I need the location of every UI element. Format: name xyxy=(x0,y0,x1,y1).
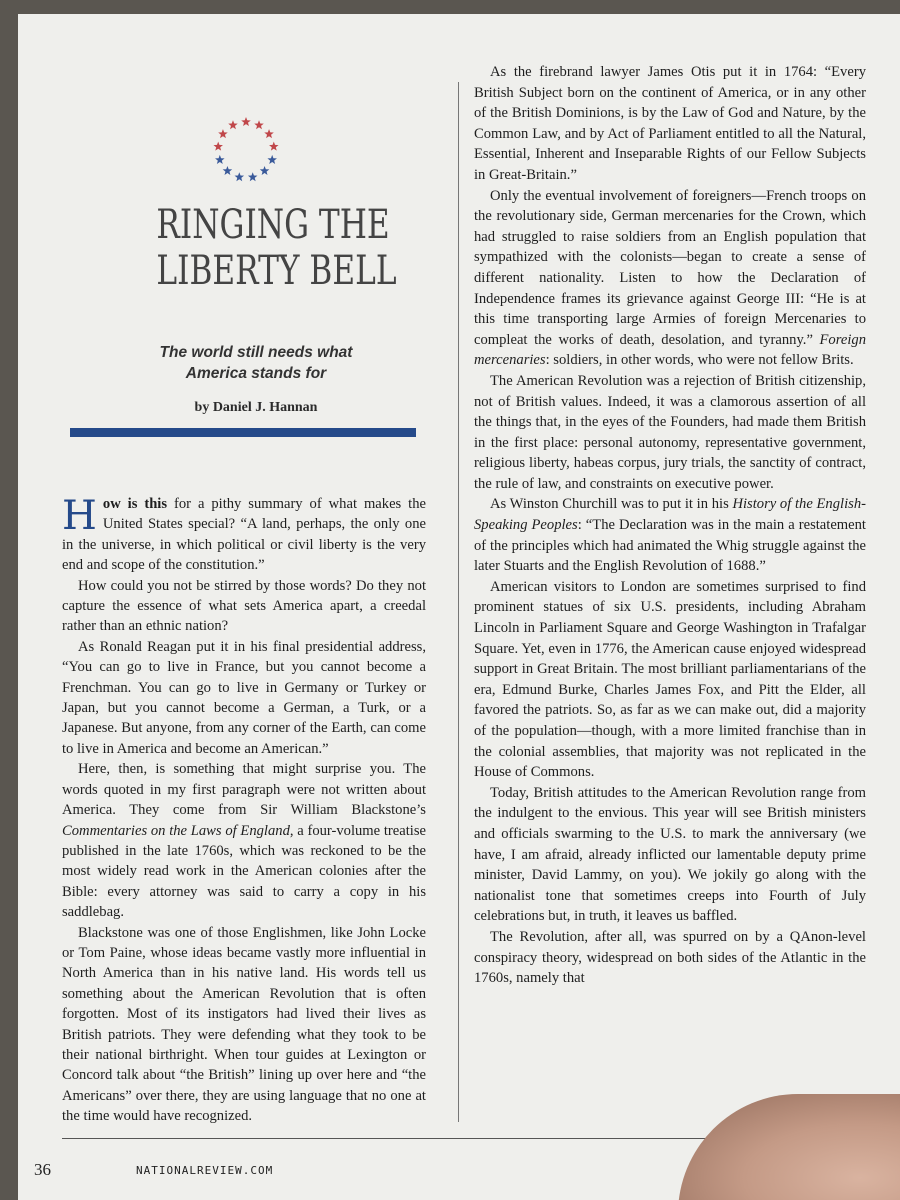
paragraph xyxy=(474,186,866,371)
paragraph-text: , a four-volume treatise published in the late 1760s, which was reckoned to be the most widely read work in the American colonies after the Bible: every attorney was said to carry a copy in his saddlebag. xyxy=(62,822,427,921)
book-title: History of the English-Speaking Peoples xyxy=(474,496,866,534)
paragraph-text: As Winston Churchill was to put it in his xyxy=(490,496,733,513)
star-icon xyxy=(213,142,223,151)
article-title xyxy=(156,202,397,294)
star-icon xyxy=(269,142,279,151)
title-divider xyxy=(70,428,416,437)
star-icon xyxy=(215,155,225,164)
star-icon xyxy=(267,155,277,164)
right-column xyxy=(474,62,866,989)
title-line-2: LIBERTY BELL xyxy=(156,248,397,294)
paragraph: The Revolution, after all, was spurred on by a QAnon-level conspiracy theory, widespread on both sides of the Atlantic in the 1760s, namely that xyxy=(474,928,866,987)
left-column xyxy=(62,494,426,1127)
paragraph: As the firebrand lawyer James Otis put it in 1764: “Every British Subject born on the continent of America, or in any other of the British Dominions, is by the Law of God and Nature, by the Common Law, and by Act of Parliament entitled to all the Natural, Essential, Inherent and Inseparable Rights of our Fellow Subjects in Great-Britain.” xyxy=(474,64,866,183)
article-subtitle xyxy=(106,342,406,384)
paragraph: Blackstone was one of those Englishmen, like John Locke or Tom Paine, whose ideas became vastly more influential in North America than in his native land. His words tell us something about the American Revolution that is often forgotten. Most of its instigators had lived their lives as British patriots. They were defending what they took to be their national birthright. When tour guides at Lexington or Concord talk about “the British” lining up over here and “the Americans” over there, they are using language that no one at the time would have recognized. xyxy=(62,924,426,1125)
site-url: NATIONALREVIEW.COM xyxy=(136,1164,274,1177)
star-icon xyxy=(241,117,251,126)
subtitle-line-1: The world still needs what xyxy=(159,344,353,361)
magazine-page xyxy=(18,14,900,1200)
star-icon xyxy=(248,172,258,181)
star-icon xyxy=(235,172,245,181)
paragraph: Today, British attitudes to the American Revolution range from the indulgent to the envious. This year will see British ministers and officials swarming to the U.S. to mark the anniversary (we have, I am afraid, already inflicted our lamentable deputy prime minister, David Lammy, on you). We jokily go along with the nationalist tone that sometimes creeps into Fourth of July celebrations but, in truth, it leaves us baffled. xyxy=(474,784,866,925)
subtitle-line-2: America stands for xyxy=(185,365,327,382)
star-ring-icon xyxy=(210,114,282,186)
paragraph-text: Only the eventual involvement of foreigners—French troops on the revolutionary side, German mercenaries for the Crown, which had struggled to raise soldiers from an English population that sympathized with the colonists—began to create a sense of different nationality. Listen to how the Declaration of Independence frames its grievance against George III: “He is at this time transporting large Armies of foreign Mercenaries to compleat the works of death, desolation, and tyranny.” xyxy=(474,187,866,348)
paragraph-text: : “The Declaration was in the main a restatement of the principles which had animated the Whig struggle against the later Stuarts and the English Revolution of 1688.” xyxy=(474,517,866,575)
paragraph xyxy=(474,494,866,576)
page-number: 36 xyxy=(34,1160,51,1179)
column-divider xyxy=(458,82,459,1122)
paragraph-text: for a pithy summary of what makes the United States special? “A land, perhaps, the only one in the universe, in which political or civil liberty is the very end and scope of the constitution.” xyxy=(62,496,426,574)
paragraph xyxy=(62,759,426,922)
star-icon xyxy=(223,166,233,175)
star-icon xyxy=(260,166,270,175)
paragraph-text: Here, then, is something that might surprise you. The words quoted in my first paragraph were not written about America. They come from Sir William Blackstone’s xyxy=(62,761,426,819)
emphasis: Foreign mercenaries xyxy=(474,331,866,369)
title-line-1: RINGING THE xyxy=(156,202,390,248)
paragraph xyxy=(62,494,426,576)
paragraph: American visitors to London are sometimes surprised to find prominent statues of six U.S. presidents, including Abraham Lincoln in Parliament Square and George Washington in Trafalgar Square. Yet, even in 1776, the American cause enjoyed widespread support in Great Britain. The most brilliant parliamentarians of the era, Edmund Burke, Charles James Fox, and Pitt the Elder, all favored the patriots. So, as far as we can make out, did a majority of the population—though, with a more limited franchise than in the colonial assemblies, that majority was not replicated in the House of Commons. xyxy=(474,578,866,781)
star-icon xyxy=(264,129,274,138)
byline: by Daniel J. Hannan xyxy=(194,400,318,415)
star-icon xyxy=(218,129,228,138)
paragraph: How could you not be stirred by those words? Do they not capture the essence of what sets America apart, a creedal rather than an ethnic nation? xyxy=(62,577,426,635)
paragraph: As Ronald Reagan put it in his final presidential address, “You can go to live in France, but you cannot become a Frenchman. You can go to live in Germany or Turkey or Japan, but you cannot become a German, a Turk, or a Japanese. But anyone, from any corner of the Earth, can come to live in America and become an American.” xyxy=(62,638,426,757)
star-icon xyxy=(254,120,264,129)
drop-cap: H xyxy=(62,493,97,539)
book-title: Commentaries on the Laws of England xyxy=(62,822,290,839)
star-icon xyxy=(228,120,238,129)
paragraph-text: : soldiers, in other words, who were not fellow Brits. xyxy=(545,352,854,369)
paragraph: The American Revolution was a rejection of British citizenship, not of British values. Indeed, it was a clamorous assertion of all the things that, in the eyes of the Founders, had made them British in the first place: personal autonomy, representative government, religious liberty, habeas corpus, jury trials, the sanctity of contract, the rule of law, and constraints on executive power. xyxy=(474,372,866,492)
thumb xyxy=(678,1094,900,1200)
lead-in: ow is this xyxy=(102,496,168,512)
